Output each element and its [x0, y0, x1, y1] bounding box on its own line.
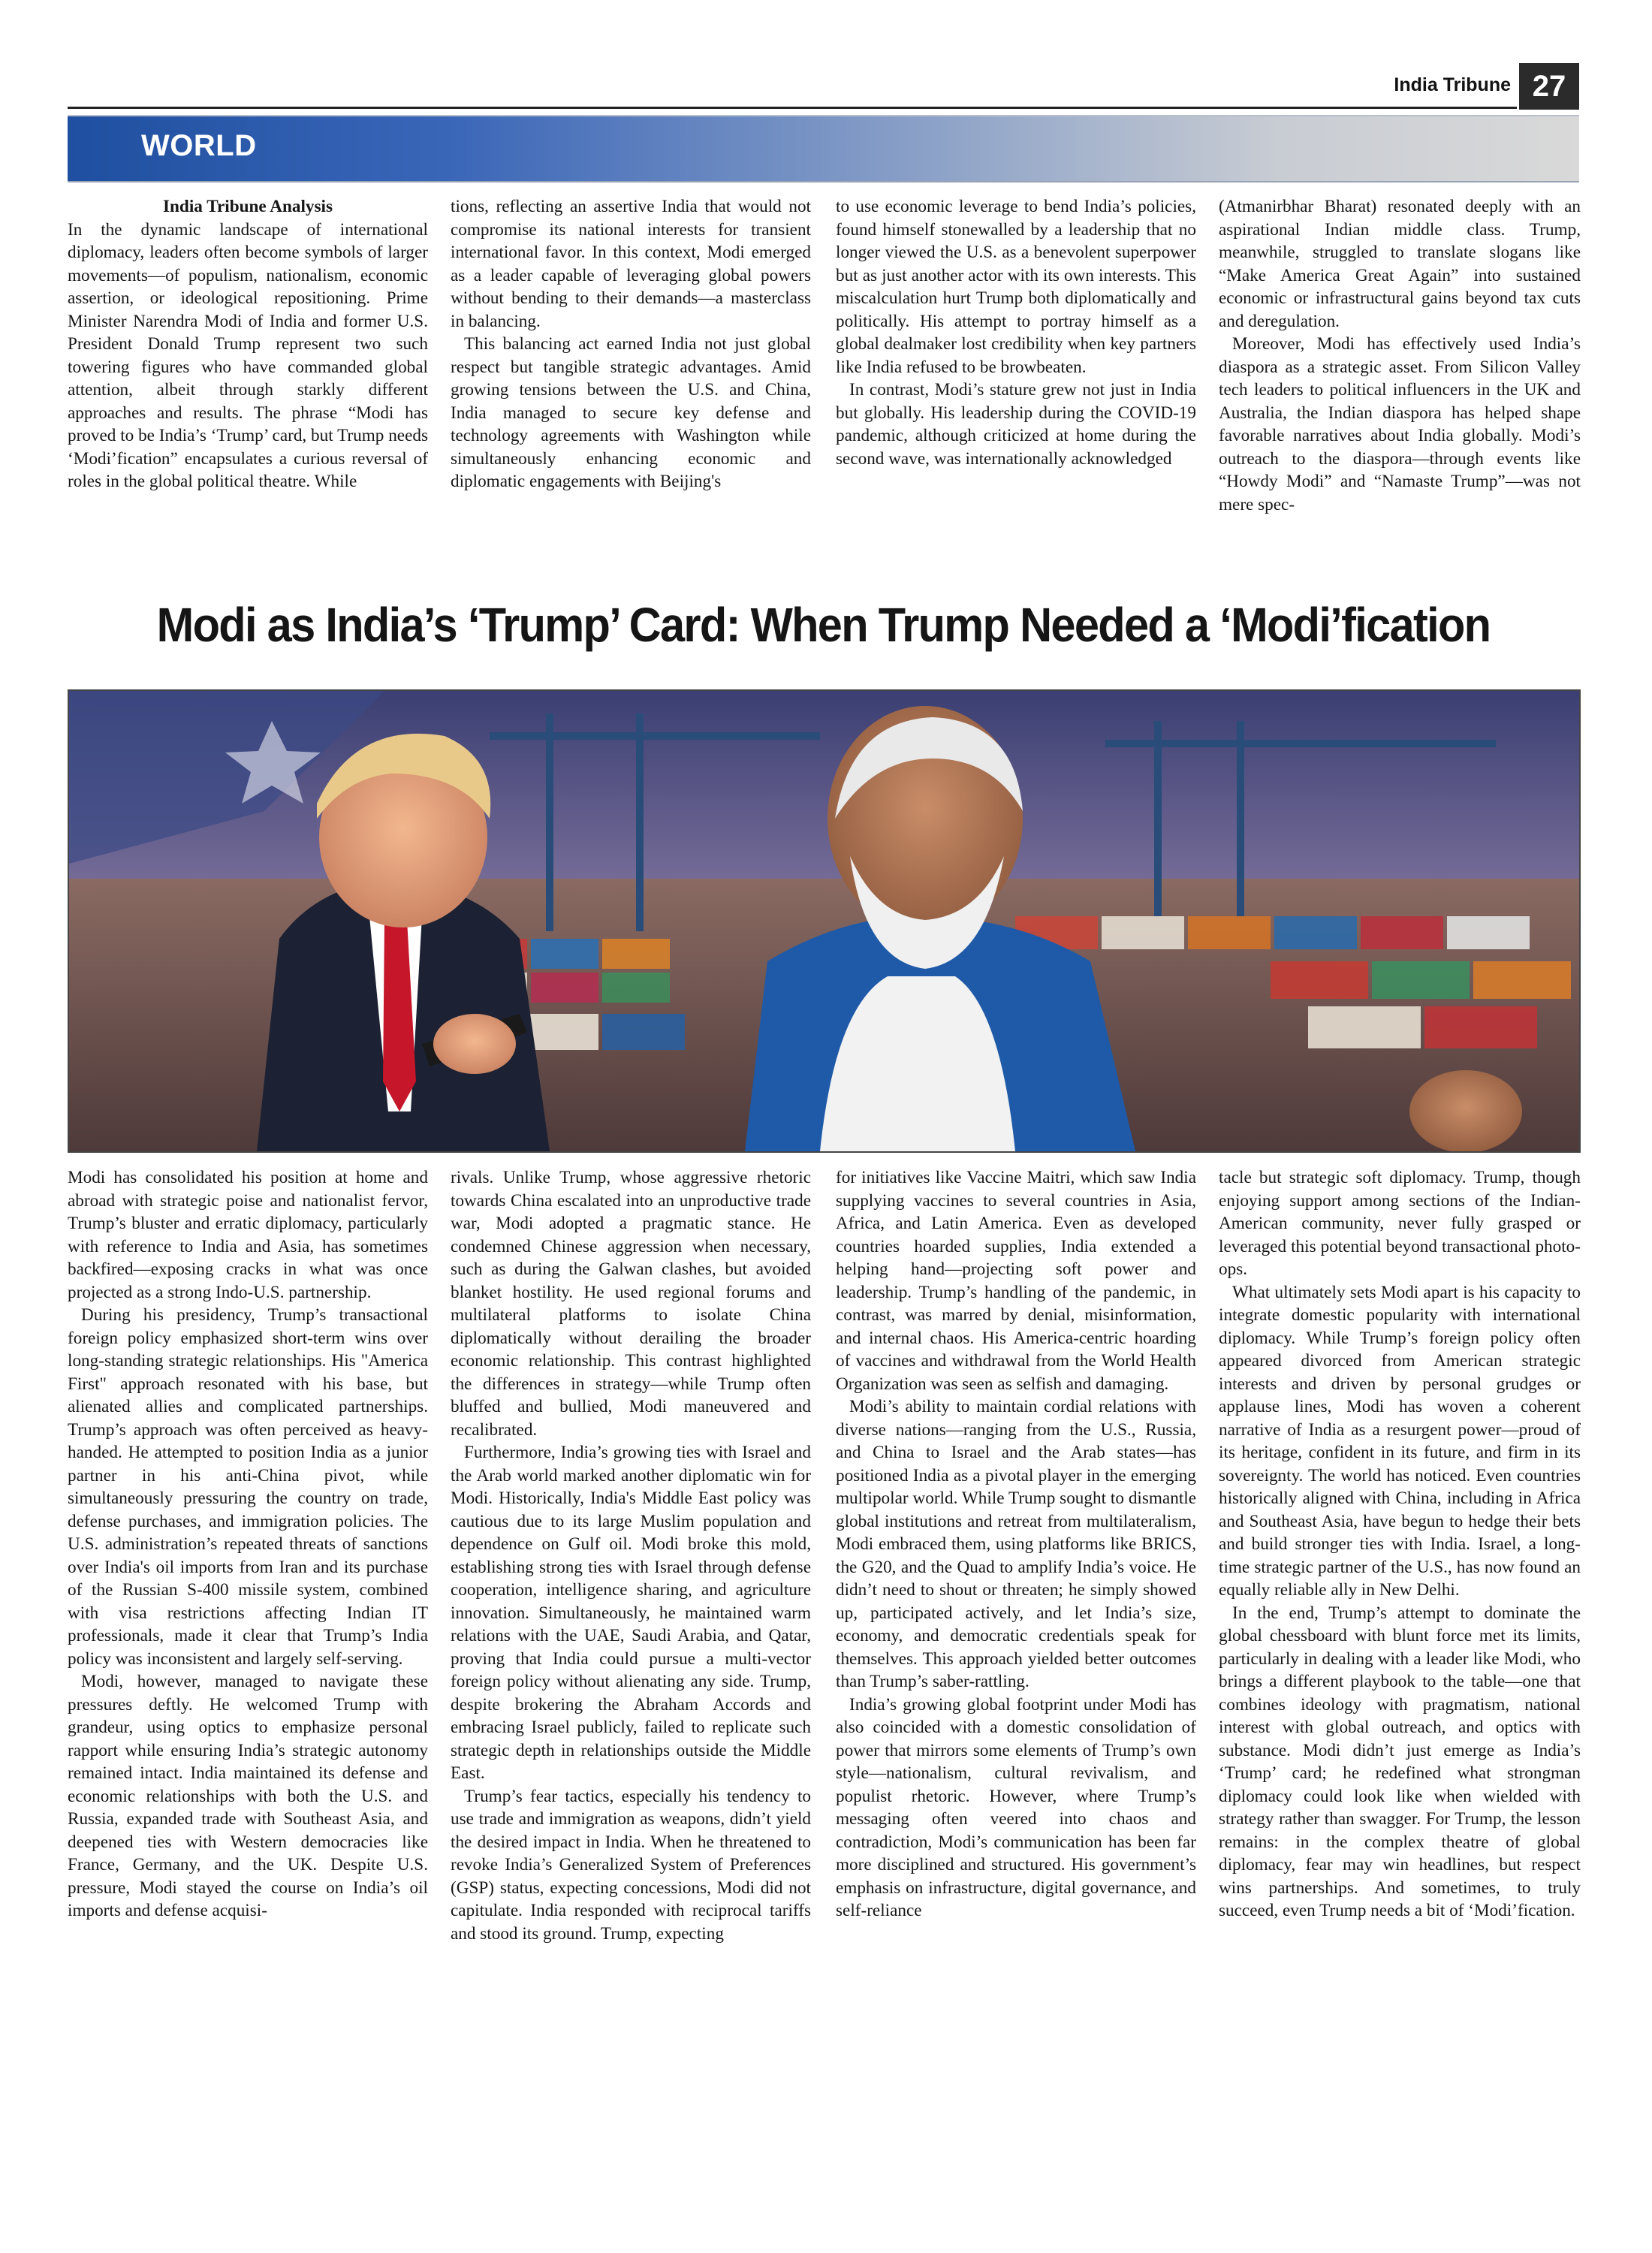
paragraph: Modi has consolidated his position at home and abroad with strategic poise and nationalist fervor, Trump’s bluster and erratic diplomacy, particularly with reference to India and Asia, has sometimes backfired—exposing cracks in what was once projected as a strong Indo-U.S. partnership. — [68, 1168, 428, 1302]
paragraph: Furthermore, India’s growing ties with Israel and the Arab world marked another diplomatic win for Modi. Historically, India's Middle East policy was cautious due to its large Muslim population and dependence on Gulf oil. Modi broke this mold, establishing strong ties with Israel through defense cooperation, intelligence sharing, and agriculture innovation. Simultaneously, he maintained warm relations with the UAE, Saudi Arabia, and Qatar, proving that India could pursue a multi-vector foreign policy without alienating any side. Trump, despite brokering the Abraham Accords and embracing Israel publicly, failed to replicate such strategic depth in relationships outside the Middle East. — [451, 1443, 811, 1783]
publication-name: India Tribune — [1394, 74, 1511, 95]
paragraph: tacle but strategic soft diplomacy. Trump, though enjoying support among sections of the Indian-American community, never fully grasped or leveraged this potential beyond transactional photo-ops. — [1219, 1168, 1581, 1279]
top-column-2 — [451, 195, 811, 537]
paragraph: This balancing act earned India not just global respect but tangible strategic advantages. Amid growing tensions between the U.S. and China, India managed to secure key defense and technology agreements with Washington while simultaneously enhancing economic and diplomatic engagements with Beijing's — [451, 334, 811, 491]
section-banner — [68, 115, 1579, 182]
paragraph: What ultimately sets Modi apart is his capacity to integrate domestic popularity with international diplomacy. While Trump’s foreign policy often appeared divorced from American strategic interests and driven by personal grudges or applause lines, Modi has woven a coherent narrative of India as a resurgent power—proud of its heritage, confident in its future, and firm in its sovereignty. The world has noticed. Even countries historically aligned with China, including in Africa and Southeast Asia, have begun to hedge their bets and build stronger ties with India. Israel, a long-time strategic partner of the U.S., has now found an equally reliable ally in New Delhi. — [1219, 1282, 1581, 1600]
bottom-column-3 — [836, 1166, 1196, 2225]
paragraph: India’s growing global footprint under Modi has also coincided with a domestic consolidation of power that mirrors some elements of Trump’s own style—nationalism, cultural revivalism, and populist rhetoric. However, where Trump’s messaging often veered into chaos and contradiction, Modi’s communication has been far more disciplined and structured. His government’s emphasis on infrastructure, digital governance, and self-reliance — [836, 1694, 1196, 1920]
paragraph: for initiatives like Vaccine Maitri, which saw India supplying vaccines to several countries in Asia, Africa, and Latin America. Even as developed countries hoarded supplies, India extended a helping hand—projecting soft power and leadership. Trump’s handling of the pandemic, in contrast, was marred by denial, misinformation, and internal chaos. His America-centric hoarding of vaccines and withdrawal from the World Health Organization was seen as selfish and damaging. — [836, 1168, 1196, 1394]
top-column-1 — [68, 195, 428, 537]
paragraph: In contrast, Modi’s stature grew not just in India but globally. His leadership during the COVID-19 pandemic, although criticized at home during the second wave, was internationally acknowledged — [836, 380, 1196, 469]
bottom-column-4 — [1219, 1166, 1581, 2225]
paragraph: Modi, however, managed to navigate these pressures deftly. He welcomed Trump with grandeur, using optics to emphasize personal rapport while ensuring India’s strategic autonomy remained intact. India maintained its defense and economic relationships with both the U.S. and Russia, expanded trade with Southeast Asia, and deepened ties with Western democracies like France, Germany, and the UK. Despite U.S. pressure, Modi stayed the course on India’s oil imports and defense acquisi- — [68, 1672, 428, 1920]
article-photo — [68, 689, 1581, 1153]
bottom-column-1 — [68, 1166, 428, 2225]
paragraph: Modi’s ability to maintain cordial relations with diverse nations—ranging from the U.S., Russia, and China to Israel and the Arab states—has positioned India as a pivotal player in the emerging multipolar world. While Trump sought to dismantle global institutions and retreat from multilateralism, Modi embraced them, using platforms like BRICS, the G20, and the Quad to amplify India’s voice. He didn’t need to shout or threaten; he simply showed up, participated actively, and let India’s size, economy, and democratic credentials speak for themselves. This approach yielded better outcomes than Trump’s saber-rattling. — [836, 1397, 1196, 1691]
paragraph: tions, reflecting an assertive India that would not compromise its national interests for transient international favor. In this context, Modi emerged as a leader capable of leveraging global powers without bending to their demands—a masterclass in balancing. — [451, 197, 811, 331]
paragraph: Trump’s fear tactics, especially his tendency to use trade and immigration as weapons, didn’t yield the desired impact in India. When he threatened to revoke India’s Generalized System of Preferences (GSP) status, expecting concessions, Modi did not capitulate. India responded with reciprocal tariffs and stood its ground. Trump, expecting — [451, 1786, 811, 1944]
byline: India Tribune Analysis — [163, 197, 333, 216]
top-column-4 — [1219, 195, 1581, 537]
paragraph: (Atmanirbhar Bharat) resonated deeply with an aspirational Indian middle class. Trump, meanwhile, struggled to translate slogans like “Make America Great Again” into sustained economic or infrastructural gains beyond tax cuts and deregulation. — [1219, 197, 1581, 331]
section-label: WORLD — [141, 129, 257, 162]
paragraph: During his presidency, Trump’s transactional foreign policy emphasized short-term wins over long-standing strategic relationships. His "America First" approach resonated with his base, but alienated allies and complicated partnerships. Trump’s approach was often perceived as heavy-handed. He attempted to position India as a junior partner in his anti-China pivot, while simultaneously pressuring the country on trade, defense purchases, and immigration policies. The U.S. administration’s repeated threats of sanctions over India's oil imports from Iran and its purchase of the Russian S-400 missile system, combined with visa restrictions affecting Indian IT professionals, made it clear that Trump’s India policy was inconsistent and largely self-serving. — [68, 1305, 428, 1669]
paragraph: In the end, Trump’s attempt to dominate the global chessboard with blunt force met its limits, particularly in dealing with a leader like Modi, who brings a different playbook to the table—one that combines ideology with pragmatism, national interest with global outreach, and optics with substance. Modi didn’t just emerge as India’s ‘Trump’ card; he redefined what strongman diplomacy could look like when wielded with strategy rather than swagger. For Trump, the lesson remains: in the complex theatre of global diplomacy, fear may win headlines, but respect wins partnerships. And sometimes, to truly succeed, even Trump needs a bit of ‘Modi’fication. — [1219, 1603, 1581, 1920]
header-rule — [68, 107, 1517, 109]
paragraph: to use economic leverage to bend India’s policies, found himself stonewalled by a leadership that no longer viewed the U.S. as a benevolent superpower but as just another actor with its own interests. This miscalculation hurt Trump both diplomatically and politically. His attempt to portray himself as a global dealmaker lost credibility when key partners like India refused to be browbeaten. — [836, 197, 1196, 377]
page-number: 27 — [1519, 63, 1579, 110]
top-column-3 — [836, 195, 1196, 537]
bottom-column-2 — [451, 1166, 811, 2225]
paragraph: rivals. Unlike Trump, whose aggressive rhetoric towards China escalated into an unproductive trade war, Modi adopted a pragmatic stance. He condemned Chinese aggression when necessary, such as during the Galwan clashes, but avoided blanket hostility. He used regional forums and multilateral platforms to isolate China diplomatically without derailing the broader economic relationship. This contrast highlighted the differences in strategy—while Trump often bluffed and bullied, Modi maneuvered and recalibrated. — [451, 1168, 811, 1440]
paragraph: Moreover, Modi has effectively used India’s diaspora as a strategic asset. From Silicon Valley tech leaders to political influencers in the UK and Australia, the Indian diaspora has helped shape favorable narratives about India globally. Modi’s outreach to the diaspora—through events like “Howdy Modi” and “Namaste Trump”—was not mere spec- — [1219, 334, 1581, 514]
paragraph: In the dynamic landscape of international diplomacy, leaders often become symbols of larger movements—of populism, nationalism, economic assertion, or ideological repositioning. Prime Minister Narendra Modi of India and former U.S. President Donald Trump represent two such towering figures who have commanded global attention, albeit through starkly different approaches and results. The phrase “Modi has proved to be India’s ‘Trump’ card, but Trump needs ‘Modi’fication” encapsulates a curious reversal of roles in the global political theatre. While — [68, 219, 428, 491]
headline: Modi as India’s ‘Trump’ Card: When Trump Needed a ‘Modi’fication — [156, 598, 1491, 652]
